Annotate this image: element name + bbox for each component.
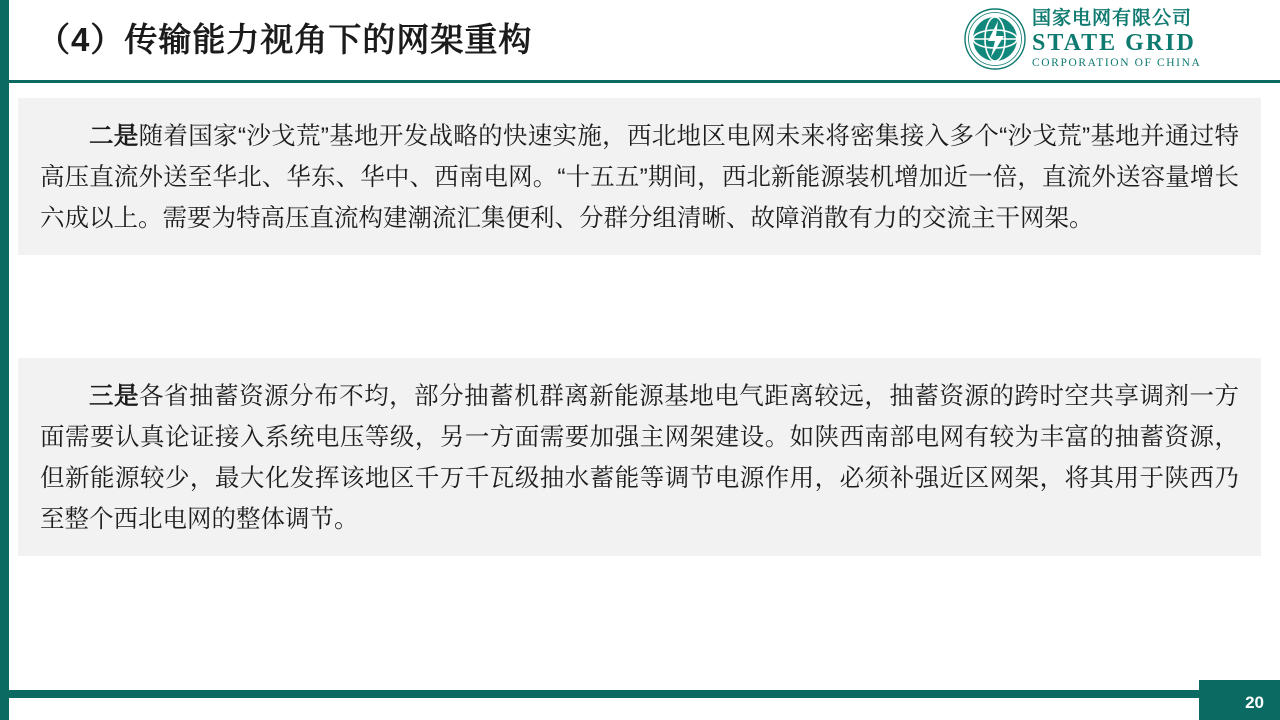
paragraph-2-lead: 三是 — [89, 383, 140, 410]
logo-chinese-name: 国家电网有限公司 — [1032, 8, 1193, 29]
paragraph-1 — [40, 116, 1239, 239]
logo-english-name: STATE GRID — [1032, 30, 1196, 56]
content-block-2 — [18, 358, 1261, 556]
left-accent-bar — [0, 0, 9, 720]
paragraph-1-lead: 二是 — [89, 123, 139, 150]
page-number: 20 — [1245, 693, 1264, 712]
logo-english-subtitle: CORPORATION OF CHINA — [1032, 57, 1202, 69]
paragraph-2 — [40, 376, 1239, 540]
footer-accent-bar-left — [9, 690, 1208, 698]
state-grid-logo — [964, 6, 1264, 72]
paragraph-2-body: 各省抽蓄资源分布不均，部分抽蓄机群离新能源基地电气距离较远，抽蓄资源的跨时空共享调剂一方面需要认真论证接入系统电压等级，另一方面需要加强主网架建设。如陕西南部电网有较为丰富的抽蓄资源，但新能源较少，最大化发挥该地区千万千瓦级抽水蓄能等调节电源作用，必须补强近区网架，将其用于陕西乃至整个西北电网的整体调节。 — [40, 383, 1240, 533]
logo-wordmark — [1032, 8, 1264, 70]
page-title: （4）传输能力视角下的网架重构 — [37, 21, 533, 58]
content-block-1 — [18, 98, 1261, 255]
footer-page-band — [1199, 680, 1280, 720]
paragraph-1-body: 随着国家“沙戈荒”基地开发战略的快速实施，西北地区电网未来将密集接入多个“沙戈荒”基地并通过特高压直流外送至华北、华东、华中、西南电网。“十五五”期间，西北新能源装机增加近一倍，直流外送容量增长六成以上。需要为特高压直流构建潮流汇集便利、分群分组清晰、故障消散有力的交流主干网架。 — [40, 123, 1239, 232]
header-divider — [9, 80, 1280, 83]
slide-header — [9, 0, 1280, 80]
state-grid-globe-icon — [964, 8, 1026, 70]
